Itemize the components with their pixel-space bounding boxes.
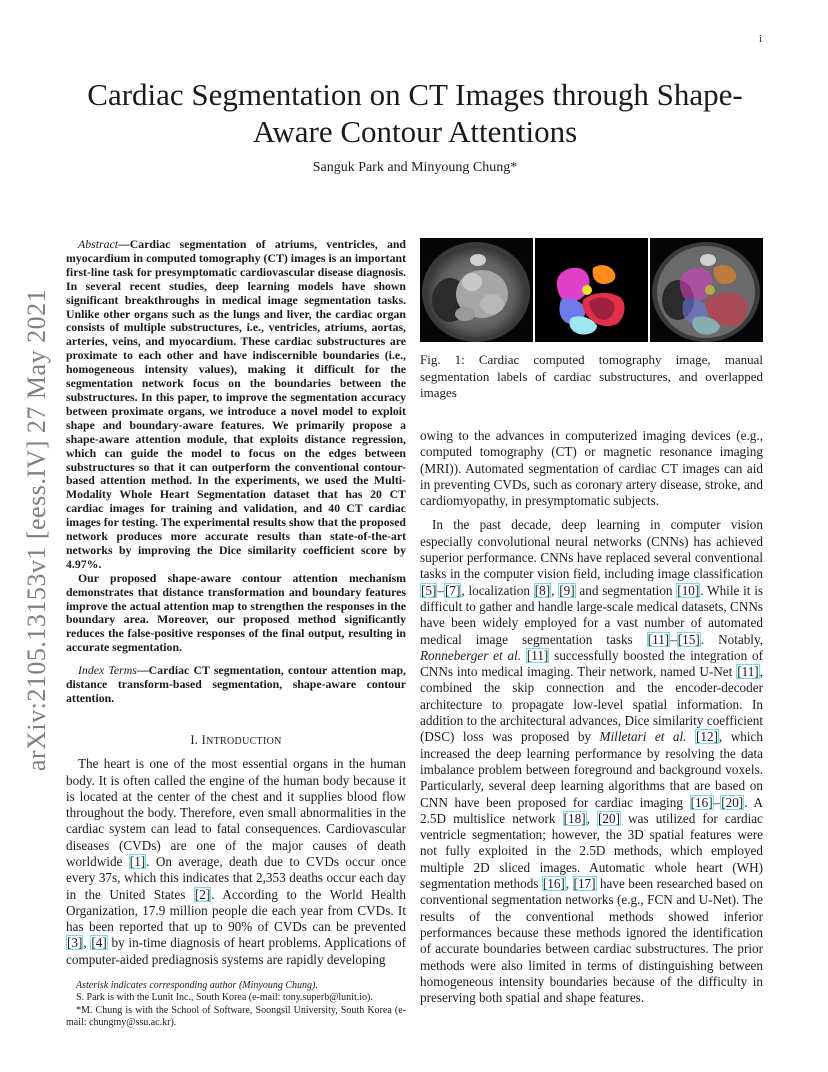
text-run: In the past decade, deep learning in computer vision especially convolutional neural networks (CNNs) has achieved superior performance. CNNs have replaced several conventional tasks in the computer vision field, including image classification: [420, 517, 763, 582]
abstract-label: Abstract: [78, 237, 118, 251]
overlay-panel: [650, 238, 763, 342]
footnote-author-1: S. Park is with the Lunit Inc., South Korea (e-mail: tony.superb@lunit.io).: [76, 992, 373, 1004]
arxiv-identifier-stamp: [16, 280, 58, 780]
right-body-text: [420, 428, 763, 1006]
citation-link[interactable]: [5]: [421, 582, 437, 598]
text-run: –: [670, 631, 677, 647]
text-run: , combined the skip connection and the encoder-decoder architecture to propagate low-level spatial information. In addition to the architectural advances, Dice similarity coefficient (DSC) loss was proposed by: [420, 664, 763, 745]
index-terms-text: —Cardiac CT segmentation, contour attention map, distance transform-based segmentation, shape-aware contour attention.: [66, 663, 406, 705]
citation-link[interactable]: [18]: [563, 810, 586, 826]
text-run: have been researched based on conventional segmentation networks (e.g., FCN and U-Net). The results of the conventional methods showed inferior performances because these methods ignored the identification of accurate boundaries between cardiac substructures. The prior methods were also limited in terms of distinguishing between homogeneous intensity boundaries because of the difficulty in preserving both spatial and shape features.: [420, 876, 763, 1006]
text-run: and segmentation: [575, 582, 677, 598]
text-run: [686, 729, 695, 744]
text-run: ,: [565, 876, 573, 892]
author-line: Sanguk Park and Minyoung Chung*: [312, 160, 518, 175]
text-run: successfully boosted the integration of CNNs into medical imaging. Their network, named U-Net: [420, 647, 763, 680]
citation-link[interactable]: [11]: [526, 647, 549, 663]
citation-link[interactable]: [16]: [690, 794, 713, 810]
index-terms-label: Index Terms: [78, 663, 137, 678]
text-run: . According to the World Health Organization, 17.9 million people die each year from CVDs. It has been reported that up to 90% of CVDs can be prevented: [66, 886, 406, 935]
figure-1-caption: Fig. 1: Cardiac computed tomography image, manual segmentation labels of cardiac substructures, and overlapped images: [420, 352, 763, 401]
citation-link[interactable]: [16]: [542, 876, 565, 892]
citation-link[interactable]: [4]: [91, 935, 107, 951]
intro-paragraph-2: owing to the advances in computerized imaging devices (e.g., computed tomography (CT) or magnetic resonance imaging (MRI)). Automated segmentation of cardiac CT images can aid in preventing CVDs, such as coronary artery disease, stroke, and cardiomyopathy, in presymptomatic subjects.: [420, 428, 763, 509]
overlapped-image: [650, 238, 763, 342]
citation-link[interactable]: [9]: [559, 582, 575, 598]
segmentation-label-panel: [535, 238, 648, 342]
text-run: ,: [83, 935, 91, 951]
text-run: ,: [586, 810, 598, 826]
citation-link[interactable]: [3]: [67, 935, 83, 951]
ct-image-panel: [420, 238, 533, 342]
italic-text: Milletari et al.: [599, 729, 687, 745]
footnote-author-2: *M. Chung is with the School of Software, Soongsil University, South Korea (e-mail: chungmy@ssu.ac.kr).: [66, 1004, 406, 1029]
text-run: was utilized for cardiac ventricle segmentation; however, the 3D spatial features were not fully exploited in the 2.5D methods, which employed multiple 2D sliced images. Automatic whole heart (WH) segmentation methods: [420, 810, 763, 892]
citation-link[interactable]: [1]: [129, 853, 146, 869]
citation-link[interactable]: [8]: [534, 582, 551, 598]
text-run: . On average, death due to CVDs occur once every 37s, which this indicates that 2,353 deaths occur each day in the United States: [66, 853, 406, 902]
segmentation-labels-image: [535, 238, 648, 342]
citation-link[interactable]: [17]: [573, 876, 596, 892]
intro-paragraph-3: [420, 517, 763, 1006]
citation-link[interactable]: [7]: [444, 582, 461, 598]
citation-link[interactable]: [20]: [721, 794, 744, 810]
citation-link[interactable]: [15]: [677, 631, 700, 647]
text-run: ,: [551, 582, 559, 598]
abstract-text-1: —Cardiac segmentation of atriums, ventricles, and myocardium in computed tomography (CT) images is an important first-line task for presymptomatic cardiovascular disease diagnosis. In several recent studies, deep learning models have shown significant breakthroughs in medical image segmentation tasks. Unlike other organs such as the lungs and liver, the cardiac organ consists of multiple substructures, i.e., ventricles, atriums, aortas, arteries, veins, and myocardium. These cardiac substructures are proximate to each other and have indiscernible boundaries (i.e., homogeneous intensity values), making it difficult for the segmentation network focus on the boundaries between the substructures. In this paper, to improve the segmentation accuracy between proximate organs, we introduce a novel model to exploit shape and boundary-aware features. We primarily propose a shape-aware attention module, that exploits distance regression, which can guide the model to focus on the edges between substructures so that it can outperform the conventional contour-based attention method. In the experiments, we used the Multi-Modality Whole Heart Segmentation dataset that has 20 CT cardiac images for training and validation, and 40 CT cardiac images for testing. The experimental results show that the proposed network produces more accurate results than state-of-the-art networks by improving the Dice similarity coefficient score by 4.97%.: [66, 237, 406, 571]
text-run: –: [713, 794, 721, 810]
ct-scan-image: [420, 238, 533, 342]
abstract-paragraph-1: [66, 238, 406, 572]
page-number: i: [759, 34, 762, 45]
index-terms: [66, 664, 406, 706]
citation-link[interactable]: [20]: [598, 810, 620, 826]
citation-link[interactable]: [10]: [677, 582, 700, 598]
abstract-paragraph-2: Our proposed shape-aware contour attention mechanism demonstrates that distance transformation and boundary features improve the actual attention map to strengthen the responses in the boundary area. Moreover, our proposed method significantly reduces the false-positive responses of the final output, resulting in accurate segmentation.: [66, 570, 406, 655]
text-run: by in-time diagnosis of heart problems. Applications of computer-aided prediagnosis systems are rapidly developing: [66, 935, 406, 967]
text-run: , which increased the deep learning performance by resolving the data imbalance problem between foreground and background voxels. Particularly, several deep learning algorithms that are based on CNN have been proposed for cardiac imaging: [420, 729, 763, 810]
citation-link[interactable]: [2]: [194, 886, 211, 902]
text-run: . A 2.5D multislice network: [420, 794, 764, 826]
arxiv-identifier-text: arXiv:2105.13153v1 [eess.IV] 27 May 2021: [22, 288, 51, 772]
text-run: . Notably,: [700, 631, 763, 647]
figure-1: [420, 238, 763, 342]
citation-link[interactable]: [12]: [695, 729, 718, 745]
left-column: [66, 238, 406, 1030]
text-run: , localization: [461, 582, 534, 598]
text-run: . While it is difficult to gather and handle large-scale medical datasets, CNNs have been widely employed for a vast number of automated medical image segmentation tasks: [420, 582, 764, 647]
paper-title: Cardiac Segmentation on CT Images through Shape-Aware Contour Attentions: [87, 77, 743, 149]
section-heading-introduction: I. INTRODUCTION: [190, 732, 282, 747]
text-run: –: [437, 582, 444, 598]
citation-link[interactable]: [11]: [737, 664, 759, 680]
italic-text: Ronneberger et al.: [420, 647, 522, 663]
footnote-corresponding: Asterisk indicates corresponding author (Minyoung Chung).: [76, 980, 318, 992]
right-column: [420, 238, 764, 1006]
citation-link[interactable]: [11]: [647, 631, 670, 647]
text-run: The heart is one of the most essential organs in the human body. It is often called the engine of the human body because it is located at the center of the chest and it supplies blood flow throughout the body. Therefore, even small abnormalities in the cardiac system can lead to fatal consequences. Cardiovascular diseases (CVDs) are one of the major causes of death worldwide: [66, 756, 406, 869]
intro-paragraph-1: [66, 756, 406, 968]
